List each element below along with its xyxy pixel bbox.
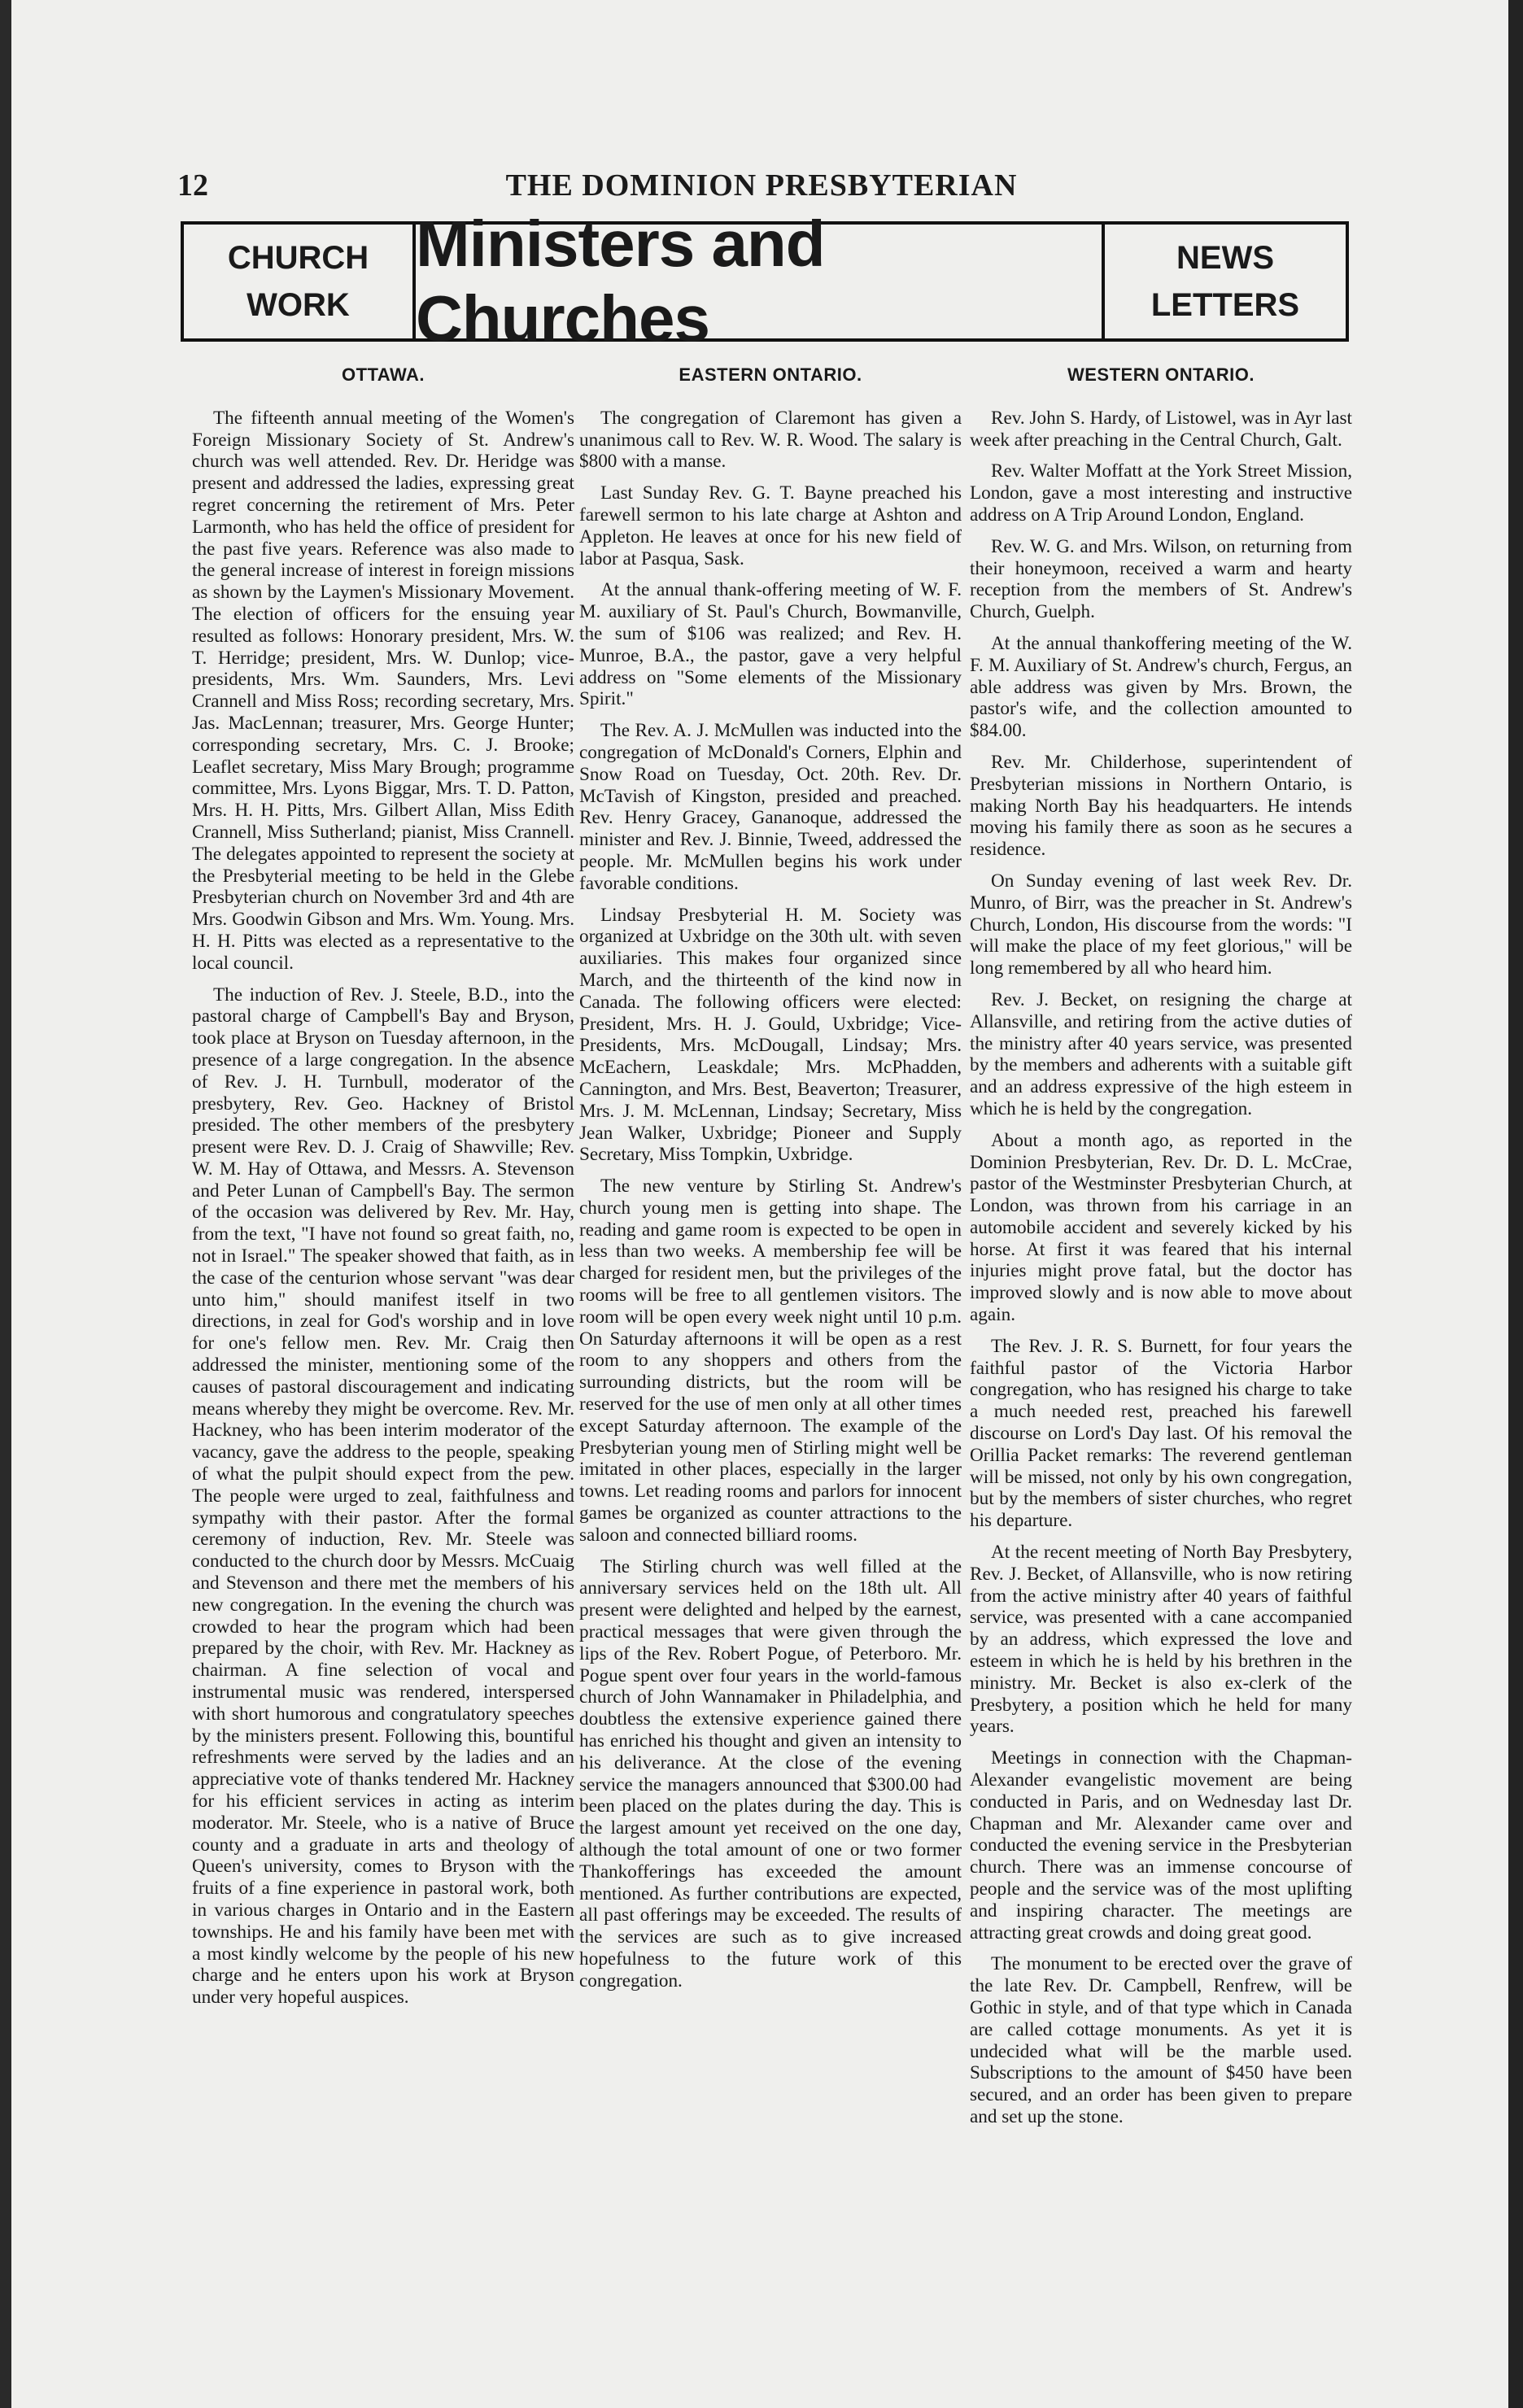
column-ottawa (192, 364, 574, 2018)
banner-right-line1: NEWS (1176, 240, 1274, 276)
column-western-ontario (970, 364, 1352, 2138)
article-paragraph: The monument to be erected over the grave of the late Rev. Dr. Campbell, Renfrew, will be Gothic in style, and of that type which in Canada are called cottage monuments. As yet it is undecided what will be the marble used. Subscriptions to the amount of $450 have been secured, and an order has been given to prepare and set up the stone. (970, 1953, 1352, 2127)
section-title: Ministers and Churches (416, 207, 825, 355)
article-paragraph: The congregation of Claremont has given a unanimous call to Rev. W. R. Wood. The salary is $800 with a manse. (579, 407, 962, 473)
article-paragraph: Lindsay Presbyterial H. M. Society was organized at Uxbridge on the 30th ult. with seven auxiliaries. This makes four organized since March, and the thirteenth of the kind now in Canada. The following officers were elected: President, Mrs. H. J. Gould, Uxbridge; Vice-Presidents, Mrs. McDougall, Lindsay; Mrs. McEachern, Leaskdale; Mrs. McPhadden, Cannington, and Mrs. Best, Beaverton; Treasurer, Mrs. J. M. McLennan, Lindsay; Secretary, Miss Jean Walker, Uxbridge; Pioneer and Supply Secretary, Miss Tompkin, Uxbridge. (579, 904, 962, 1166)
article-paragraph: Meetings in connection with the Chapman-Alexander evangelistic movement are being conducted in Paris, and on Wednesday last Dr. Chapman and Mr. Alexander came over and conducted the evening service in the Presbyterian church. There was an immense concourse of people and the service was of the most uplifting and inspiring character. The meetings are attracting great crowds and doing great good. (970, 1747, 1352, 1943)
column-heading: OTTAWA. (341, 364, 425, 385)
article-paragraph: On Sunday evening of last week Rev. Dr. Munro, of Birr, was the preacher in St. Andrew's Church, London, His discourse from the words: "I will make the place of my feet glorious," will be long remembered by all who heard him. (970, 870, 1352, 979)
article-paragraph: The Rev. J. R. S. Burnett, for four years the faithful pastor of the Victoria Harbor congregation, who has resigned his charge to take a much needed rest, preached his farewell discourse on Lord's Day last. Of his removal the Orillia Packet remarks: The reverend gentleman will be missed, not only by his own congregation, but by the members of sister churches, who regret his departure. (970, 1335, 1352, 1532)
column-eastern-ontario (579, 364, 962, 2002)
article-paragraph: Rev. John S. Hardy, of Listowel, was in Ayr last week after preaching in the Central Church, Galt. (970, 407, 1352, 451)
article-paragraph: The induction of Rev. J. Steele, B.D., into the pastoral charge of Campbell's Bay and Bryson, took place at Bryson on Tuesday afternoon, in the presence of a large congregation. In the absence of Rev. J. H. Turnbull, moderator of the presbytery, Rev. Geo. Hackney of Bristol presided. The other members of the presbytery present were Rev. D. J. Craig of Shawville; Rev. W. M. Hay of Ottawa, and Messrs. A. Stevenson and Peter Lunan of Campbell's Bay. The sermon of the occasion was delivered by Rev. Mr. Hay, from the text, "I have not found so great faith, no, not in Israel." The speaker showed that faith, as in the case of the centurion whose servant "was dear unto him," should manifest itself in two directions, in zeal for God's worship and in love for one's fellow men. Rev. Mr. Craig then addressed the minister, mentioning some of the causes of pastoral discouragement and indicating means whereby they might be overcome. Rev. Mr. Hackney, who has been interim moderator of the vacancy, gave the address to the people, speaking of what the pulpit should expect from the pew. The people were urged to zeal, faithfulness and sympathy with their pastor. After the formal ceremony of induction, Rev. Mr. Steele was conducted to the church door by Messrs. McCuaig and Stevenson and there met the members of his new congregation. In the evening the church was crowded to hear the program which had been prepared by the choir, with Rev. Mr. Hackney as chairman. A fine selection of vocal and instrumental music was rendered, interspersed with short humorous and congratulatory speeches by the ministers present. Following this, bountiful refreshments were served by the ladies and an appreciative vote of thanks tendered Mr. Hackney for his efficient services in acting as interim moderator. Mr. Steele, who is a native of Bruce county and a graduate in arts and theology of Queen's university, comes to Bryson with the fruits of a fine experience in pastoral work, both in various charges in Ontario and in the Eastern townships. He and his family have been met with a most kindly welcome by the people of his new charge and he enters upon his work at Bryson under very hopeful auspices. (192, 984, 574, 2009)
article-paragraph: Last Sunday Rev. G. T. Bayne preached his farewell sermon to his late charge at Ashton and Appleton. He leaves at once for his new field of labor at Pasqua, Sask. (579, 482, 962, 569)
column-heading: EASTERN ONTARIO. (679, 364, 862, 385)
banner-right-line2: LETTERS (1150, 287, 1300, 323)
article-paragraph: About a month ago, as reported in the Dominion Presbyterian, Rev. Dr. D. L. McCrae, pastor of the Westminster Presbyterian Church, at London, was thrown from his carriage in an automobile accident and severely kicked by his horse. At first it was feared that his internal injuries might prove fatal, but the doctor has improved slowly and is now able to move about again. (970, 1129, 1352, 1326)
article-paragraph: Rev. Mr. Childerhose, superintendent of Presbyterian missions in Northern Ontario, is making North Bay his headquarters. He intends moving his family there as soon as he secures a residence. (970, 751, 1352, 861)
article-paragraph: At the recent meeting of North Bay Presbytery, Rev. J. Becket, of Allansville, who is now retiring from the active ministry after 40 years of faithful service, was presented with a cane accompanied by an address, which expressed the love and esteem in which he is held by his brethren in the ministry. Mr. Becket is also ex-clerk of the Presbytery, a position which he held for many years. (970, 1542, 1352, 1738)
article-paragraph: Rev. J. Becket, on resigning the charge at Allansville, and retiring from the active duties of the ministry after 40 years service, was presented by the members and adherents with a suitable gift and an address expressive of the high esteem in which he is held by the congregation. (970, 988, 1352, 1119)
publication-title: THE DOMINION PRESBYTERIAN (505, 168, 1018, 203)
banner-left-line2: WORK (247, 287, 350, 323)
column-heading: WESTERN ONTARIO. (1067, 364, 1255, 385)
article-paragraph: The new venture by Stirling St. Andrew's church young men is getting into shape. The reading and game room is expected to be open in less than two weeks. A membership fee will be charged for resident men, but the privileges of the rooms will be free to all gentlemen visitors. The room will be open every week night until 10 p.m. On Saturday afternoons it will be open as a rest room to any shoppers and others from the surrounding districts, but the room will be reserved for the use of men only at all other times except Saturday afternoon. The example of the Presbyterian young men of Stirling might well be imitated in other places, especially in the larger towns. Let reading rooms and parlors for innocent games be organized as counter attractions to the saloon and connected billiard rooms. (579, 1176, 962, 1546)
scan-edge-right (1508, 0, 1523, 2408)
page-number: 12 (177, 168, 208, 203)
banner-right-box (1102, 225, 1346, 338)
article-paragraph: Rev. Walter Moffatt at the York Street Mission, London, gave a most interesting and instructive address on A Trip Around London, England. (970, 460, 1352, 526)
article-paragraph: The Rev. A. J. McMullen was inducted into the congregation of McDonald's Corners, Elphin and Snow Road on Tuesday, Oct. 20th. Rev. Dr. McTavish of Kingston, presided and preached. Rev. Henry Gracey, Gananoque, addressed the minister and Rev. J. Binnie, Tweed, addressed the people. Mr. McMullen begins his work under favorable conditions. (579, 720, 962, 894)
article-paragraph: Rev. W. G. and Mrs. Wilson, on returning from their honeymoon, received a warm and hearty reception from the members of St. Andrew's Church, Guelph. (970, 535, 1352, 623)
article-paragraph: At the annual thank-offering meeting of W. F. M. auxiliary of St. Paul's Church, Bowmanville, the sum of $106 was realized; and Rev. H. Munroe, B.A., the pastor, gave a very helpful address on "Some elements of the Missionary Spirit." (579, 579, 962, 710)
scan-edge-left (0, 0, 11, 2408)
article-paragraph: The fifteenth annual meeting of the Women's Foreign Missionary Society of St. Andrew's church was well attended. Rev. Dr. Heridge was present and addressed the ladies, expressing great regret concerning the retirement of Mrs. Peter Larmonth, who has held the office of president for the past five years. Reference was also made to the general increase of interest in foreign missions as shown by the Laymen's Missionary Movement. The election of officers for the ensuing year resulted as follows: Honorary president, Mrs. W. T. Herridge; president, Mrs. W. Dunlop; vice-presidents, Mrs. Wm. Saunders, Mrs. Levi Crannell and Miss Ross; recording secretary, Mrs. Jas. MacLennan; treasurer, Mrs. George Hunter; corresponding secretary, Mrs. C. J. Brooke; Leaflet secretary, Miss Mary Brough; programme committee, Mrs. Lyons Biggar, Mrs. T. D. Patton, Mrs. H. H. Pitts, Mrs. Gilbert Allan, Miss Edith Crannell, Miss Sutherland; pianist, Miss Crannell. The delegates appointed to represent the society at the Presbyterial meeting to be held in the Glebe Presbyterian church on November 3rd and 4th are Mrs. Goodwin Gibson and Mrs. Wm. Young. Mrs. H. H. Pitts was elected as a representative to the local council. (192, 407, 574, 974)
banner-left-box (184, 225, 416, 338)
section-banner (181, 207, 1349, 355)
article-paragraph: At the annual thankoffering meeting of the W. F. M. Auxiliary of St. Andrew's church, Fergus, an able address was given by Mrs. Brown, the pastor's wife, and the collection amounted to $84.00. (970, 632, 1352, 742)
article-paragraph: The Stirling church was well filled at the anniversary services held on the 18th ult. All present were delighted and helped by the earnest, practical messages that were given through the lips of the Rev. Robert Pogue, of Peterboro. Mr. Pogue spent over four years in the world-famous church of John Wannamaker in Philadelphia, and doubtless the extensive experience gained there has enriched his thought and given an intensity to his deliverance. At the close of the evening service the managers announced that $300.00 had been placed on the plates during the day. This is the largest amount yet received on the one day, although the total amount of one or two former Thankofferings has exceeded the amount mentioned. As further contributions are expected, all past offerings may be exceeded. The results of the services are such as to give increased hopefulness to the future work of this congregation. (579, 1555, 962, 1991)
banner-left-line1: CHURCH (227, 240, 369, 276)
